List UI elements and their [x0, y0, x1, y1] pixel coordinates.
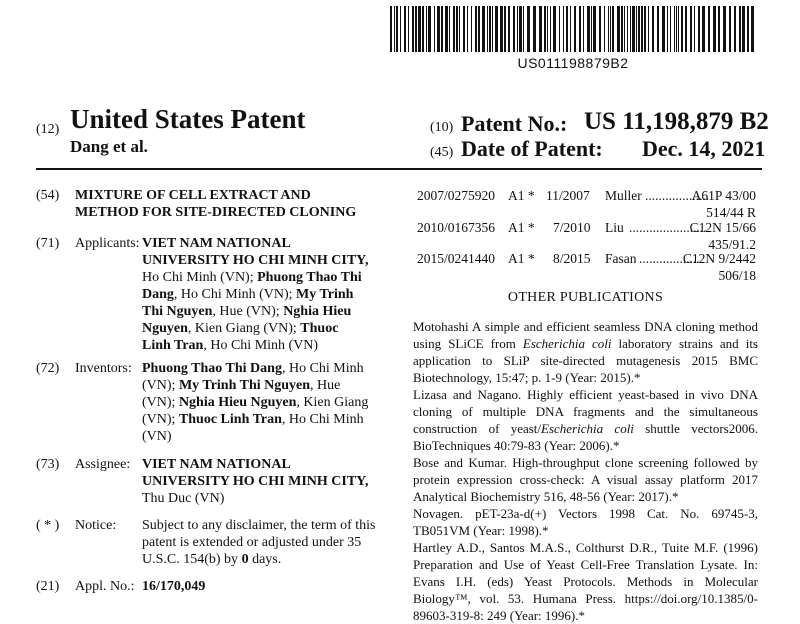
barcode-bar [583, 6, 584, 52]
barcode-bar [694, 6, 695, 52]
barcode-bar [445, 6, 448, 52]
barcode-bar [394, 6, 395, 52]
barcode-bar [621, 6, 623, 52]
assignee-location: Thu Duc (VN) [142, 491, 225, 506]
inventor-location: , Ho Chi Minh [281, 361, 364, 376]
barcode-bar [475, 6, 477, 52]
applicant-name: Dang [142, 287, 174, 302]
notice-text-line: Subject to any disclaimer, the term of this [142, 518, 376, 533]
publication-text: Lizasa and Nagano. Highly efficient yeast-based in vivo DNA cloning of multiple DNA fragments and the simultaneous construction of yeast/ [413, 387, 758, 436]
applicant-location: Ho Chi Minh (VN); [142, 270, 258, 285]
citation-date: 8/2015 [553, 251, 591, 266]
applicant-name: My Trinh [296, 287, 354, 302]
notice-value [142, 517, 392, 568]
authors: Dang et al. [70, 137, 148, 156]
inventor-name: Nghia Hieu Nguyen [178, 395, 297, 410]
code-10: (10) [430, 120, 454, 135]
document-type: United States Patent [70, 104, 306, 134]
barcode-bar [459, 6, 460, 52]
barcode-bar [708, 6, 710, 52]
barcode-bar [404, 6, 406, 52]
citation-date: 11/2007 [546, 188, 590, 203]
barcode-bar [681, 6, 683, 52]
citation-class-secondary: 506/18 [718, 268, 756, 283]
citation-kind: A1 * [508, 220, 535, 235]
barcode-bar [739, 6, 741, 52]
applicant-location: , Ho Chi Minh (VN); [173, 287, 297, 302]
appl-number: 16/170,049 [142, 579, 206, 594]
citation-class-secondary: 514/44 R [706, 205, 756, 220]
barcode-bar [566, 6, 568, 52]
barcode-bar [415, 6, 417, 52]
inventors-value [142, 360, 387, 445]
barcode-bar [612, 6, 614, 52]
applicant-name: Nghia Hieu [283, 304, 352, 319]
inventor-location: , Ho Chi Minh [281, 412, 364, 427]
barcode-number: US011198879B2 [517, 55, 629, 71]
citation-name: Fasan [605, 251, 637, 266]
inventor-location: (VN); [142, 412, 179, 427]
barcode-bar [396, 6, 398, 52]
inventor-name: Thuoc Linh Tran [178, 412, 282, 427]
barcode-bar [648, 6, 649, 52]
barcode-bar [563, 6, 564, 52]
barcode-bar [422, 6, 424, 52]
publication-text: Escherichia coli [541, 421, 634, 436]
citation-class: A61P 43/00 [691, 188, 756, 203]
citation-leader: ....................... [629, 220, 707, 235]
applicant-name: Linh Tran [142, 338, 204, 353]
publication-text: laboratory strains and its application to SLiP site-directed mutagenesis 2015 BMC Biotechnology, 15:47; p. 1-9 (Year: 2015).* [413, 336, 758, 385]
barcode-bar [698, 6, 700, 52]
other-publications-heading: OTHER PUBLICATIONS [507, 290, 664, 305]
inventor-location: (VN); [142, 395, 179, 410]
inventor-location: (VN); [142, 378, 179, 393]
citation-class-secondary: 435/91.2 [708, 237, 756, 252]
barcode-bar [638, 6, 640, 52]
barcode-bar [544, 6, 546, 52]
appl-label: Appl. No.: [75, 579, 135, 594]
barcode-bar [539, 6, 542, 52]
barcode-bar [751, 6, 754, 52]
barcode-bar [508, 6, 510, 52]
barcode-bar [593, 6, 596, 52]
publication-entry [413, 318, 758, 386]
barcode-bar [632, 6, 635, 52]
applicants-code: (71) [36, 236, 60, 251]
assignee-value [142, 456, 387, 507]
barcode-bar [527, 6, 530, 52]
applicant-name: UNIVERSITY HO CHI MINH CITY, [142, 253, 369, 268]
publication-text: Motohashi A simple and efficient seamless DNA cloning method using SLiCE from [413, 319, 758, 351]
publication-entry: Hartley A.D., Santos M.A.S., Colthurst D.R., Tuite M.F. (1996) Preparation and Use of Yeast Cell-Free Translation Lysate. In: Evans I.H. (eds) Yeast Protocols. Methods in Molecular Biology™, vol. 53. Humana Press. https://doi.org/10.1385/0-89603-319-8: 249 (Year: 1996).* [413, 540, 758, 623]
inventor-location: , Kien Giang [296, 395, 369, 410]
citation-name: Liu [605, 220, 624, 235]
barcode-bar [519, 6, 522, 52]
notice-text-line: patent is extended or adjusted under 35 [142, 535, 362, 550]
barcode-bar [418, 6, 421, 52]
notice-text-line: U.S.C. 154(b) by [142, 552, 242, 567]
header-divider [36, 168, 762, 170]
barcode-bar [456, 6, 458, 52]
citation-number: 2010/0167356 [417, 220, 496, 235]
notice-code: ( * ) [36, 518, 60, 533]
date-of-patent: Dec. 14, 2021 [642, 136, 766, 161]
citation-kind: A1 * [508, 251, 535, 266]
barcode-bar [523, 6, 524, 52]
barcode-image [388, 6, 758, 52]
title-code: (54) [36, 188, 60, 203]
invention-title-line: MIXTURE OF CELL EXTRACT AND [75, 188, 311, 203]
citation-name: Muller [605, 188, 642, 203]
other-publications-list [413, 318, 758, 624]
citation-number: 2007/0275920 [417, 188, 496, 203]
applicant-location: , Hue (VN); [212, 304, 284, 319]
barcode-bar [574, 6, 576, 52]
notice-label: Notice: [75, 518, 117, 533]
barcode-bar [495, 6, 498, 52]
citation-kind: A1 * [508, 188, 535, 203]
code-45: (45) [430, 145, 454, 160]
barcode-bar [723, 6, 726, 52]
barcode-bar [550, 6, 551, 52]
barcode-bar [489, 6, 491, 52]
barcode-bar [487, 6, 488, 52]
date-of-patent-label: Date of Patent: [461, 136, 603, 161]
citation-class: C12N 15/66 [689, 220, 756, 235]
barcode-bar [652, 6, 654, 52]
barcode-bar [678, 6, 679, 52]
citation-leader: .................. [639, 251, 700, 266]
inventor-name: My Trinh Thi Nguyen [178, 378, 311, 393]
assignee-name: VIET NAM NATIONAL [142, 457, 291, 472]
barcode-bar [390, 6, 392, 52]
barcode-bar [676, 6, 677, 52]
applicant-name: Thi Nguyen [142, 304, 213, 319]
barcode-bar [517, 6, 518, 52]
barcode-bar [441, 6, 443, 52]
barcode-bar [657, 6, 659, 52]
inventor-location: (VN) [142, 429, 172, 444]
barcode-bar [734, 6, 736, 52]
assignee-label: Assignee: [75, 457, 131, 472]
barcode-bar [591, 6, 592, 52]
barcode-bar [624, 6, 625, 52]
publication-entry: Novagen. pET-23a-d(+) Vectors 1998 Cat. No. 69745-3, TB051VM (Year: 1998).* [413, 506, 758, 538]
barcode-bar [690, 6, 692, 52]
publication-text: shuttle vectors2006. BioTechniques 40:79-83 (Year: 2006).* [413, 421, 758, 453]
applicant-location: , Ho Chi Minh (VN) [203, 338, 319, 353]
barcode-bar [702, 6, 705, 52]
inventor-name: Phuong Thao Thi Dang [142, 361, 282, 376]
barcode-bar [547, 6, 548, 52]
barcode-bar [674, 6, 675, 52]
applicant-name: Phuong Thao Thi [257, 270, 362, 285]
barcode-bar [599, 6, 601, 52]
invention-title-line: METHOD FOR SITE-DIRECTED CLONING [75, 205, 357, 220]
citation-date: 7/2010 [553, 220, 591, 235]
applicant-name: Nguyen [142, 321, 188, 336]
barcode-bar [627, 6, 628, 52]
barcode-bar [437, 6, 440, 52]
barcode-bar [412, 6, 414, 52]
barcode-bar [500, 6, 503, 52]
barcode-bar [604, 6, 605, 52]
barcode-bar [685, 6, 687, 52]
notice-days: 0 [241, 552, 249, 567]
barcode-bar [641, 6, 643, 52]
barcode-bar [463, 6, 465, 52]
patent-number-label: Patent No.: [461, 111, 568, 136]
barcode-bar [718, 6, 720, 52]
barcode-bar [587, 6, 590, 52]
barcode-bar [400, 6, 401, 52]
barcode-bar [478, 6, 480, 52]
barcode-bar [559, 6, 560, 52]
barcode-bar [513, 6, 515, 52]
patent-number: US 11,198,879 B2 [584, 108, 769, 135]
barcode-bar [426, 6, 427, 52]
barcode-bar [408, 6, 409, 52]
barcode-bar [608, 6, 609, 52]
barcode-bar [729, 6, 731, 52]
appl-code: (21) [36, 579, 60, 594]
assignee-code: (73) [36, 457, 60, 472]
barcode-bar [617, 6, 620, 52]
publication-text: Escherichia coli [522, 336, 612, 351]
citation-leader: ................... [645, 188, 710, 203]
barcode-bar [434, 6, 435, 52]
assignee-name: UNIVERSITY HO CHI MINH CITY, [142, 474, 369, 489]
citation-class: C12N 9/2442 [682, 251, 756, 266]
barcode-bar [471, 6, 472, 52]
barcode-bar [630, 6, 631, 52]
notice-text-line: days. [248, 552, 282, 567]
barcode-bar [610, 6, 611, 52]
barcode-bar [467, 6, 468, 52]
invention-title [75, 187, 356, 221]
code-12: (12) [36, 122, 60, 137]
barcode-bar [579, 6, 581, 52]
barcode-bar [667, 6, 668, 52]
barcode-bar [533, 6, 536, 52]
barcode-bar [553, 6, 556, 52]
inventors-code: (72) [36, 361, 60, 376]
barcode-bar [428, 6, 431, 52]
citation-number: 2015/0241440 [417, 251, 496, 266]
applicants-value [142, 235, 387, 354]
applicant-name: Thuoc [300, 321, 339, 336]
barcode-bar [482, 6, 485, 52]
inventors-label: Inventors: [75, 361, 132, 376]
applicants-label: Applicants: [75, 236, 140, 251]
publication-entry: Bose and Kumar. High-throughput clone screening followed by protein expression cross-check: A visual assay platform 2017 Analytical Biochemistry 516, 48-56 (Year: 2017).* [413, 455, 758, 504]
barcode-bar [504, 6, 506, 52]
publication-entry [413, 386, 758, 454]
barcode-bar [453, 6, 455, 52]
barcode-bar [636, 6, 637, 52]
applicant-name: VIET NAM NATIONAL [142, 236, 291, 251]
barcode-bar [662, 6, 665, 52]
barcode-bar [644, 6, 646, 52]
barcode-bar [570, 6, 571, 52]
applicant-location: , Kien Giang (VN); [187, 321, 301, 336]
barcode-bar [747, 6, 749, 52]
barcode-bar [742, 6, 745, 52]
barcode-bar [449, 6, 450, 52]
barcode-bar [713, 6, 716, 52]
barcode-bar [670, 6, 671, 52]
barcode-bar [492, 6, 493, 52]
inventor-location: , Hue [310, 378, 341, 393]
